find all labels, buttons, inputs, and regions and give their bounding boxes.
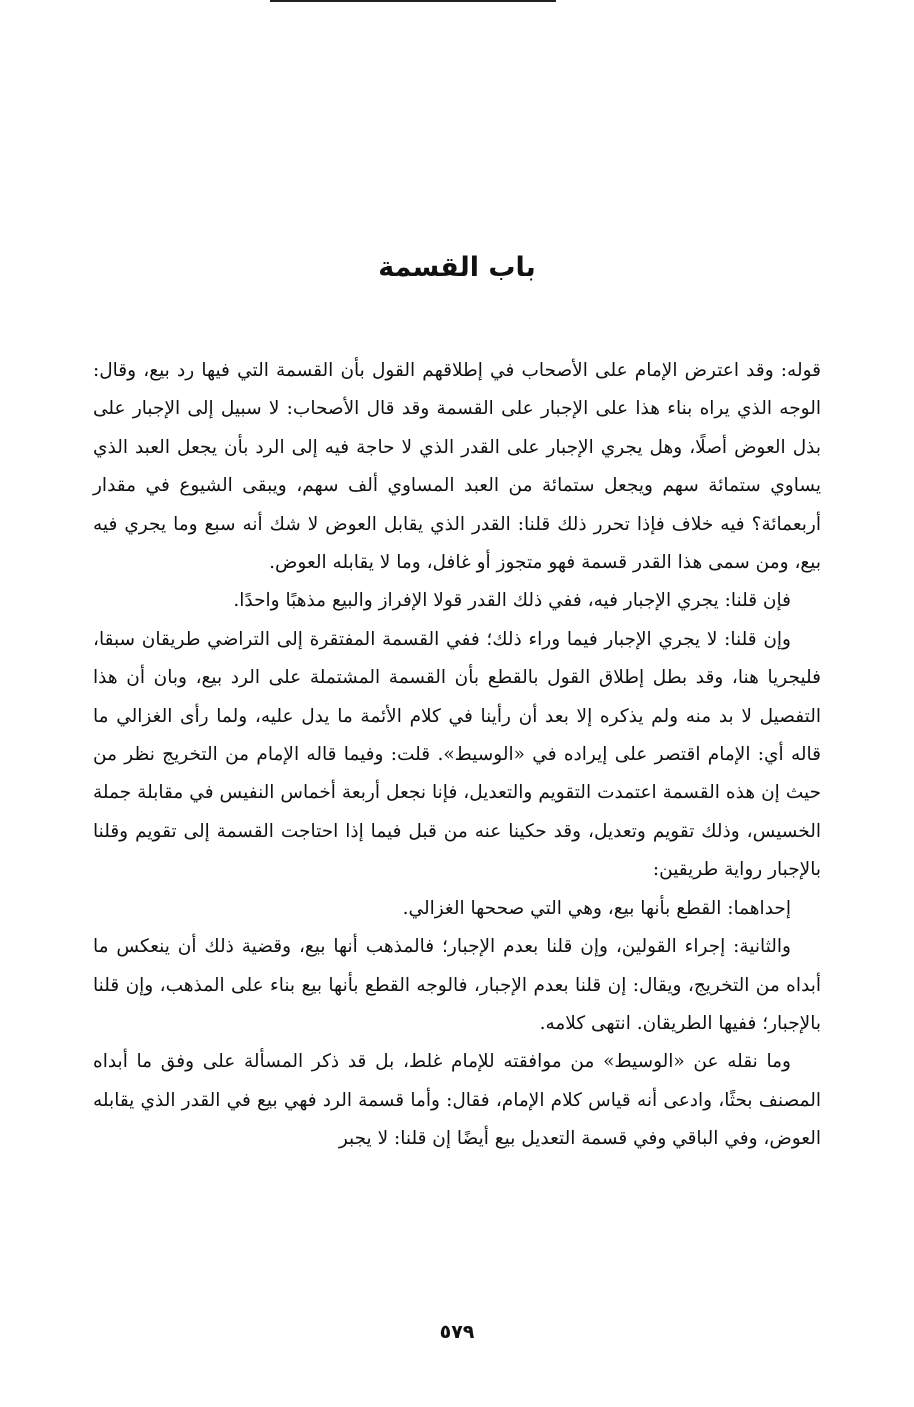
page-number: ٥٧٩ (439, 1321, 475, 1343)
paragraph: وما نقله عن «الوسيط» من موافقته للإمام غلط، بل قد ذكر المسألة على وفق ما أبداه المصنف بحثًا، وادعى أنه قياس كلام الإمام، فقال: وأما قسمة الرد فهي بيع في القدر الذي يقابله العوض، وفي الباقي وفي قسمة التعديل بيع أيضًا إن قلنا: لا يجبر (93, 1051, 821, 1150)
paragraph: وإن قلنا: لا يجري الإجبار فيما وراء ذلك؛ ففي القسمة المفتقرة إلى التراضي طريقان سبقا، فليجريا هنا، وقد بطل إطلاق القول بالقطع بأن القسمة المشتملة على الرد بيع، وبان أن هذا التفصيل لا بد منه ولم يذكره إلا بعد أن رأينا في كلام الأئمة ما يدل عليه، ولما رأى الغزالي ما قاله أي: الإمام اقتصر على إيراده في «الوسيط». قلت: وفيما قاله الإمام من التخريج نظر من حيث إن هذه القسمة اعتمدت التقويم والتعديل، فإنا نجعل أربعة أخماس النفيس في مقابلة جملة الخسيس، وذلك تقويم وتعديل، وقد حكينا عنه من قبل فيما إذا احتاجت القسمة إلى تقويم وقلنا بالإجبار رواية طريقين: (93, 628, 821, 881)
paragraph: إحداهما: القطع بأنها بيع، وهي التي صححها الغزالي. (402, 897, 791, 919)
paragraph: قوله: وقد اعترض الإمام على الأصحاب في إطلاقهم القول بأن القسمة التي فيها رد بيع، وقال: الوجه الذي يراه بناء هذا على الإجبار على القسمة وقد قال الأصحاب: لا سبيل إلى الإجبار على بذل العوض أصلًا، وهل يجري الإجبار على القدر الذي لا حاجة فيه إلى الرد بأن يجعل العبد الذي يساوي ستمائة سهم ويجعل ستمائة من العبد المساوي ألف سهم، ويبقى الشيوع في مقدار أربعمائة؟ فيه خلاف فإذا تحرر ذلك قلنا: القدر الذي يقابل العوض لا شك أنه سبع وما يجري فيه بيع، ومن سمى هذا القدر قسمة فهو متجوز أو غافل، وما لا يقابله العوض. (93, 360, 821, 574)
paragraph: والثانية: إجراء القولين، وإن قلنا بعدم الإجبار؛ فالمذهب أنها بيع، وقضية ذلك أن ينعكس ما أبداه من التخريج، ويقال: إن قلنا بعدم الإجبار، فالوجه القطع بأنها بيع بناء على المذهب، وإن قلنا بالإجبار؛ ففيها الطريقان. انتهى كلامه. (93, 936, 821, 1034)
paragraph: فإن قلنا: يجري الإجبار فيه، ففي ذلك القدر قولا الإفراز والبيع مذهبًا واحدًا. (233, 590, 791, 612)
top-rule (270, 0, 556, 2)
page-body (93, 352, 821, 1159)
chapter-title: باب القسمة (378, 252, 536, 283)
